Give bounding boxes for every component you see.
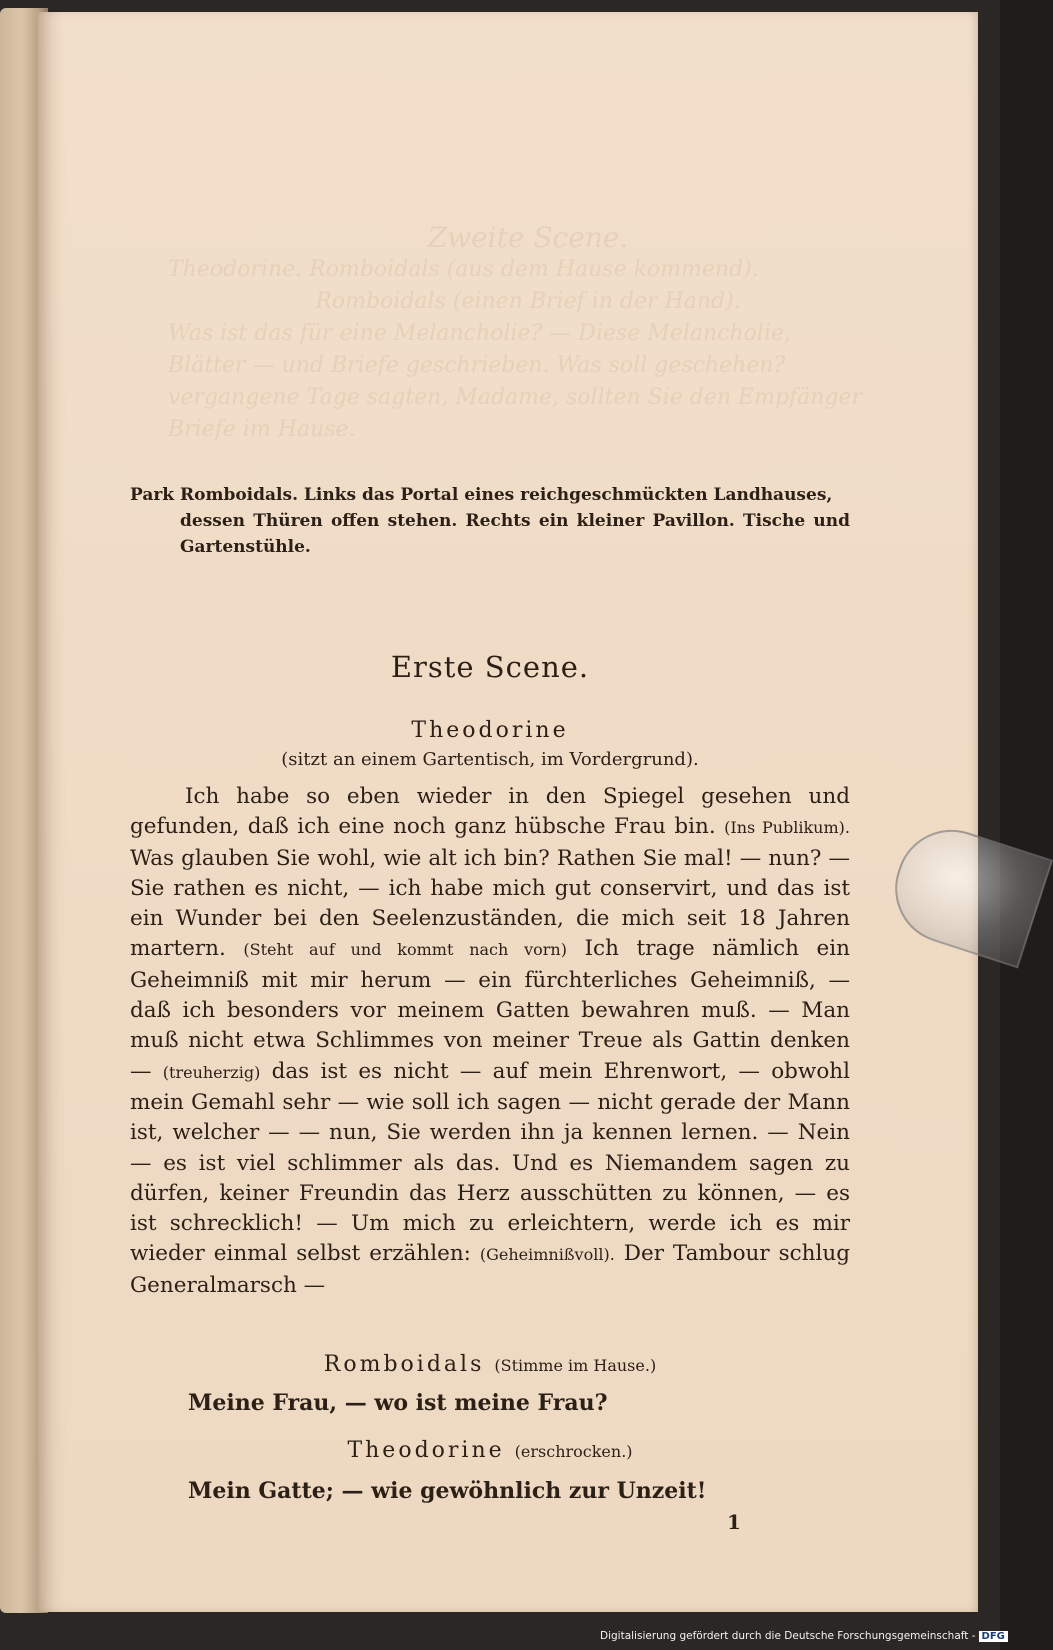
page-number: 1 [727, 1510, 741, 1534]
speech-text: Was glauben Sie wohl, wie alt ich bin? Rathen Sie mal! — nun? — Sie rathen es nicht, — ich habe mich gut conservirt, und das ist ein Wunder bei den Seelenzuständen, die mich seit 18 Jahren martern. [130, 845, 850, 962]
speaker-name: Theodorine [347, 1438, 505, 1463]
stage-setting [130, 482, 850, 560]
monologue [130, 782, 850, 1301]
stage-direction-inline: (treuherzig) [162, 1062, 261, 1082]
speaker-heading [130, 1352, 850, 1377]
dfg-logo: DFG [979, 1631, 1008, 1642]
stage-direction: (sitzt an einem Gartentisch, im Vordergrund). [281, 749, 699, 770]
credit-text: Digitalisierung gefördert durch die Deutsche Forschungsgemeinschaft - [600, 1630, 976, 1642]
setting-line-1: Park Romboidals. Links das Portal eines reichgeschmückten Landhauses, [130, 485, 833, 505]
show-through-text [168, 222, 888, 482]
ghost-line: Romboidals (einen Brief in der Hand). [315, 289, 741, 314]
stage-direction-inline: (Steht auf und kommt nach vorn) [243, 940, 567, 960]
speaker-name: Romboidals [323, 1352, 485, 1377]
stage-direction: (erschrocken.) [514, 1442, 633, 1461]
ghost-line: Blätter — und Briefe geschrieben. Was soll geschehen? [168, 353, 786, 378]
stage-direction: (Stimme im Hause.) [494, 1356, 657, 1375]
speech-text: Ich trage nämlich ein Geheimniß mit mir herum — ein fürchterliches Geheimniß, — daß ich besonders vor meinem Gatten bewahren muß. — Man muß nicht etwa Schlimmes von meiner Treue als Gattin denken — [130, 936, 850, 1084]
spoken-line: Mein Gatte; — wie gewöhnlich zur Unzeit! [188, 1478, 707, 1504]
speaker-heading [130, 1438, 850, 1463]
scene-title: Erste Scene. [390, 650, 590, 684]
ghost-line: Briefe im Hause. [168, 417, 356, 442]
ghost-line: Zweite Scene. [427, 221, 629, 254]
speech-text: Der Tambour schlug Generalmarsch — [130, 1241, 851, 1298]
ghost-line: Was ist das für eine Melancholie? — Diese Melancholie, [168, 321, 791, 346]
setting-line-2: dessen Thüren offen stehen. Rechts ein kleiner Pavillon. Tische und Gartenstühle. [180, 511, 850, 557]
ghost-line: vergangene Tage sagten, Madame, sollten Sie den Empfänger [168, 385, 863, 410]
speech-text: das ist es nicht — auf mein Ehrenwort, — obwohl mein Gemahl sehr — wie soll ich sagen — nicht gerade der Mann ist, welcher — — nun, Sie werden ihn ja kennen lernen. — Nein — es ist viel schlimmer als das. Und es Niemandem sagen zu dürfen, keiner Freundin das Herz ausschütten zu können, — es ist schrecklich! — Um mich zu erleichtern, werde ich es mir wieder einmal selbst erzählen: [130, 1058, 850, 1267]
speaker-name: Theodorine [411, 718, 569, 743]
speech-text: Ich habe so eben wieder in den Spiegel gesehen und gefunden, daß ich eine noch ganz hübsche Frau bin. [130, 784, 850, 840]
stage-direction-inline: (Ins Publikum). [724, 818, 850, 838]
stage-direction-inline: (Geheimnißvoll). [479, 1245, 615, 1265]
ghost-line: Theodorine. Romboidals (aus dem Hause kommend). [168, 257, 759, 282]
digitization-credit [600, 1630, 1005, 1648]
spoken-line: Meine Frau, — wo ist meine Frau? [188, 1390, 608, 1416]
